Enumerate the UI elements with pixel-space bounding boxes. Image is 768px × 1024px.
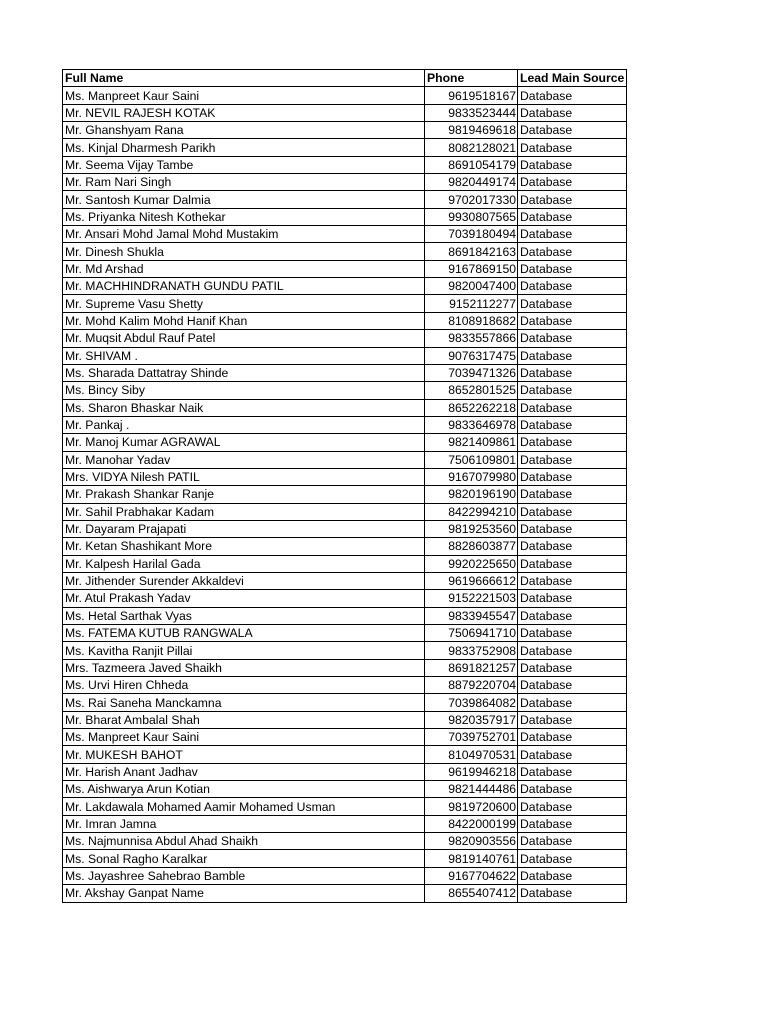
full-name-cell: Ms. Priyanka Nitesh Kothekar — [63, 208, 425, 225]
phone-cell: 7506109801 — [425, 451, 518, 468]
full-name-cell: Ms. Sonal Ragho Karalkar — [63, 850, 425, 867]
table-row — [63, 156, 627, 173]
lead-source-cell: Database — [518, 711, 627, 728]
table-row — [63, 312, 627, 329]
full-name-cell: Ms. Hetal Sarthak Vyas — [63, 607, 425, 624]
phone-cell: 9930807565 — [425, 208, 518, 225]
full-name-cell: Mrs. Tazmeera Javed Shaikh — [63, 659, 425, 676]
phone-cell: 9821409861 — [425, 434, 518, 451]
phone-cell: 9833752908 — [425, 642, 518, 659]
table-row — [63, 295, 627, 312]
phone-cell: 9819720600 — [425, 798, 518, 815]
full-name-cell: Ms. Jayashree Sahebrao Bamble — [63, 867, 425, 884]
phone-cell: 8691821257 — [425, 659, 518, 676]
full-name-cell: Mr. Akshay Ganpat Name — [63, 885, 425, 902]
lead-source-cell: Database — [518, 312, 627, 329]
phone-cell: 9152221503 — [425, 590, 518, 607]
phone-cell: 9820196190 — [425, 486, 518, 503]
table-row — [63, 399, 627, 416]
table-row — [63, 677, 627, 694]
full-name-cell: Ms. Rai Saneha Manckamna — [63, 694, 425, 711]
lead-source-cell: Database — [518, 833, 627, 850]
table-row — [63, 226, 627, 243]
full-name-cell: Mr. Santosh Kumar Dalmia — [63, 191, 425, 208]
phone-cell: 8652262218 — [425, 399, 518, 416]
phone-cell: 7039471326 — [425, 364, 518, 381]
phone-cell: 9619518167 — [425, 87, 518, 104]
full-name-cell: Ms. Sharada Dattatray Shinde — [63, 364, 425, 381]
phone-cell: 9833945547 — [425, 607, 518, 624]
lead-source-cell: Database — [518, 191, 627, 208]
table-row — [63, 867, 627, 884]
phone-cell: 9820357917 — [425, 711, 518, 728]
phone-cell: 8655407412 — [425, 885, 518, 902]
table-row — [63, 538, 627, 555]
full-name-cell: Mr. Prakash Shankar Ranje — [63, 486, 425, 503]
table-row — [63, 434, 627, 451]
full-name-cell: Mr. NEVIL RAJESH KOTAK — [63, 104, 425, 121]
phone-cell: 8691054179 — [425, 156, 518, 173]
phone-cell: 9833646978 — [425, 416, 518, 433]
phone-cell: 9619666612 — [425, 572, 518, 589]
lead-source-cell: Database — [518, 208, 627, 225]
table-row — [63, 659, 627, 676]
table-body — [63, 87, 627, 902]
lead-source-cell: Database — [518, 364, 627, 381]
phone-cell: 8108918682 — [425, 312, 518, 329]
table-row — [63, 850, 627, 867]
table-row — [63, 139, 627, 156]
lead-source-cell: Database — [518, 382, 627, 399]
table-row — [63, 174, 627, 191]
table-row — [63, 278, 627, 295]
phone-cell: 9820449174 — [425, 174, 518, 191]
table-row — [63, 347, 627, 364]
lead-source-cell: Database — [518, 416, 627, 433]
phone-cell: 8422000199 — [425, 815, 518, 832]
lead-source-cell: Database — [518, 694, 627, 711]
phone-cell: 8691842163 — [425, 243, 518, 260]
lead-source-cell: Database — [518, 850, 627, 867]
full-name-cell: Mr. Ram Nari Singh — [63, 174, 425, 191]
lead-source-cell: Database — [518, 781, 627, 798]
lead-source-cell: Database — [518, 451, 627, 468]
lead-source-cell: Database — [518, 867, 627, 884]
table-row — [63, 833, 627, 850]
table-row — [63, 87, 627, 104]
table-row — [63, 364, 627, 381]
lead-source-cell: Database — [518, 642, 627, 659]
lead-source-cell: Database — [518, 885, 627, 902]
phone-cell: 8082128021 — [425, 139, 518, 156]
phone-cell: 8104970531 — [425, 746, 518, 763]
full-name-cell: Ms. Bincy Siby — [63, 382, 425, 399]
table-row — [63, 763, 627, 780]
lead-source-cell: Database — [518, 746, 627, 763]
header-phone: Phone — [425, 70, 518, 87]
table-row — [63, 451, 627, 468]
spreadsheet-page — [62, 69, 627, 903]
phone-cell: 8828603877 — [425, 538, 518, 555]
table-row — [63, 885, 627, 902]
header-lead-main-source: Lead Main Source — [518, 70, 627, 87]
full-name-cell: Mr. SHIVAM . — [63, 347, 425, 364]
full-name-cell: Mr. MUKESH BAHOT — [63, 746, 425, 763]
phone-cell: 9833557866 — [425, 330, 518, 347]
full-name-cell: Mr. Jithender Surender Akkaldevi — [63, 572, 425, 589]
lead-source-cell: Database — [518, 122, 627, 139]
phone-cell: 9821444486 — [425, 781, 518, 798]
phone-cell: 8879220704 — [425, 677, 518, 694]
table-row — [63, 746, 627, 763]
full-name-cell: Mr. Atul Prakash Yadav — [63, 590, 425, 607]
header-row — [63, 70, 627, 87]
phone-cell: 8652801525 — [425, 382, 518, 399]
lead-source-cell: Database — [518, 677, 627, 694]
full-name-cell: Mr. Bharat Ambalal Shah — [63, 711, 425, 728]
table-row — [63, 243, 627, 260]
full-name-cell: Mr. Ansari Mohd Jamal Mohd Mustakim — [63, 226, 425, 243]
table-row — [63, 191, 627, 208]
lead-source-cell: Database — [518, 625, 627, 642]
full-name-cell: Mr. Ghanshyam Rana — [63, 122, 425, 139]
table-row — [63, 729, 627, 746]
table-row — [63, 122, 627, 139]
lead-source-cell: Database — [518, 503, 627, 520]
lead-source-cell: Database — [518, 486, 627, 503]
phone-cell: 9833523444 — [425, 104, 518, 121]
lead-source-cell: Database — [518, 226, 627, 243]
table-row — [63, 625, 627, 642]
full-name-cell: Mr. MACHHINDRANATH GUNDU PATIL — [63, 278, 425, 295]
phone-cell: 9820903556 — [425, 833, 518, 850]
lead-source-cell: Database — [518, 815, 627, 832]
full-name-cell: Ms. FATEMA KUTUB RANGWALA — [63, 625, 425, 642]
lead-source-cell: Database — [518, 590, 627, 607]
table-row — [63, 555, 627, 572]
full-name-cell: Mr. Ketan Shashikant More — [63, 538, 425, 555]
full-name-cell: Mr. Imran Jamna — [63, 815, 425, 832]
phone-cell: 9152112277 — [425, 295, 518, 312]
full-name-cell: Mr. Pankaj . — [63, 416, 425, 433]
full-name-cell: Mr. Seema Vijay Tambe — [63, 156, 425, 173]
table-row — [63, 468, 627, 485]
phone-cell: 9167079980 — [425, 468, 518, 485]
lead-source-cell: Database — [518, 139, 627, 156]
lead-source-cell: Database — [518, 295, 627, 312]
lead-source-cell: Database — [518, 607, 627, 624]
full-name-cell: Mr. Kalpesh Harilal Gada — [63, 555, 425, 572]
table-row — [63, 260, 627, 277]
header-full-name: Full Name — [63, 70, 425, 87]
lead-source-cell: Database — [518, 243, 627, 260]
lead-source-cell: Database — [518, 538, 627, 555]
lead-source-cell: Database — [518, 729, 627, 746]
lead-source-cell: Database — [518, 174, 627, 191]
table-row — [63, 642, 627, 659]
table-row — [63, 815, 627, 832]
leads-table — [62, 69, 627, 903]
full-name-cell: Mr. Lakdawala Mohamed Aamir Mohamed Usman — [63, 798, 425, 815]
full-name-cell: Mr. Dayaram Prajapati — [63, 520, 425, 537]
table-row — [63, 520, 627, 537]
full-name-cell: Mr. Muqsit Abdul Rauf Patel — [63, 330, 425, 347]
table-row — [63, 694, 627, 711]
table-row — [63, 590, 627, 607]
phone-cell: 9819253560 — [425, 520, 518, 537]
phone-cell: 9619946218 — [425, 763, 518, 780]
table-row — [63, 486, 627, 503]
lead-source-cell: Database — [518, 572, 627, 589]
phone-cell: 7506941710 — [425, 625, 518, 642]
phone-cell: 9820047400 — [425, 278, 518, 295]
full-name-cell: Ms. Sharon Bhaskar Naik — [63, 399, 425, 416]
phone-cell: 9167869150 — [425, 260, 518, 277]
full-name-cell: Mr. Manohar Yadav — [63, 451, 425, 468]
table-row — [63, 607, 627, 624]
table-row — [63, 798, 627, 815]
phone-cell: 9702017330 — [425, 191, 518, 208]
full-name-cell: Mr. Mohd Kalim Mohd Hanif Khan — [63, 312, 425, 329]
full-name-cell: Mr. Sahil Prabhakar Kadam — [63, 503, 425, 520]
phone-cell: 9920225650 — [425, 555, 518, 572]
full-name-cell: Ms. Najmunnisa Abdul Ahad Shaikh — [63, 833, 425, 850]
phone-cell: 8422994210 — [425, 503, 518, 520]
full-name-cell: Mrs. VIDYA Nilesh PATIL — [63, 468, 425, 485]
lead-source-cell: Database — [518, 330, 627, 347]
table-row — [63, 711, 627, 728]
table-row — [63, 208, 627, 225]
lead-source-cell: Database — [518, 798, 627, 815]
lead-source-cell: Database — [518, 87, 627, 104]
full-name-cell: Ms. Kavitha Ranjit Pillai — [63, 642, 425, 659]
full-name-cell: Mr. Manoj Kumar AGRAWAL — [63, 434, 425, 451]
lead-source-cell: Database — [518, 468, 627, 485]
lead-source-cell: Database — [518, 763, 627, 780]
table-row — [63, 382, 627, 399]
lead-source-cell: Database — [518, 156, 627, 173]
table-row — [63, 572, 627, 589]
table-row — [63, 503, 627, 520]
lead-source-cell: Database — [518, 104, 627, 121]
lead-source-cell: Database — [518, 520, 627, 537]
table-row — [63, 416, 627, 433]
full-name-cell: Mr. Md Arshad — [63, 260, 425, 277]
lead-source-cell: Database — [518, 555, 627, 572]
table-row — [63, 330, 627, 347]
full-name-cell: Mr. Supreme Vasu Shetty — [63, 295, 425, 312]
phone-cell: 9167704622 — [425, 867, 518, 884]
phone-cell: 9076317475 — [425, 347, 518, 364]
phone-cell: 9819140761 — [425, 850, 518, 867]
lead-source-cell: Database — [518, 278, 627, 295]
lead-source-cell: Database — [518, 347, 627, 364]
full-name-cell: Ms. Kinjal Dharmesh Parikh — [63, 139, 425, 156]
full-name-cell: Mr. Harish Anant Jadhav — [63, 763, 425, 780]
full-name-cell: Mr. Dinesh Shukla — [63, 243, 425, 260]
phone-cell: 9819469618 — [425, 122, 518, 139]
lead-source-cell: Database — [518, 434, 627, 451]
lead-source-cell: Database — [518, 659, 627, 676]
full-name-cell: Ms. Manpreet Kaur Saini — [63, 87, 425, 104]
phone-cell: 7039180494 — [425, 226, 518, 243]
table-row — [63, 781, 627, 798]
table-row — [63, 104, 627, 121]
full-name-cell: Ms. Aishwarya Arun Kotian — [63, 781, 425, 798]
lead-source-cell: Database — [518, 260, 627, 277]
lead-source-cell: Database — [518, 399, 627, 416]
full-name-cell: Ms. Manpreet Kaur Saini — [63, 729, 425, 746]
phone-cell: 7039752701 — [425, 729, 518, 746]
phone-cell: 7039864082 — [425, 694, 518, 711]
full-name-cell: Ms. Urvi Hiren Chheda — [63, 677, 425, 694]
